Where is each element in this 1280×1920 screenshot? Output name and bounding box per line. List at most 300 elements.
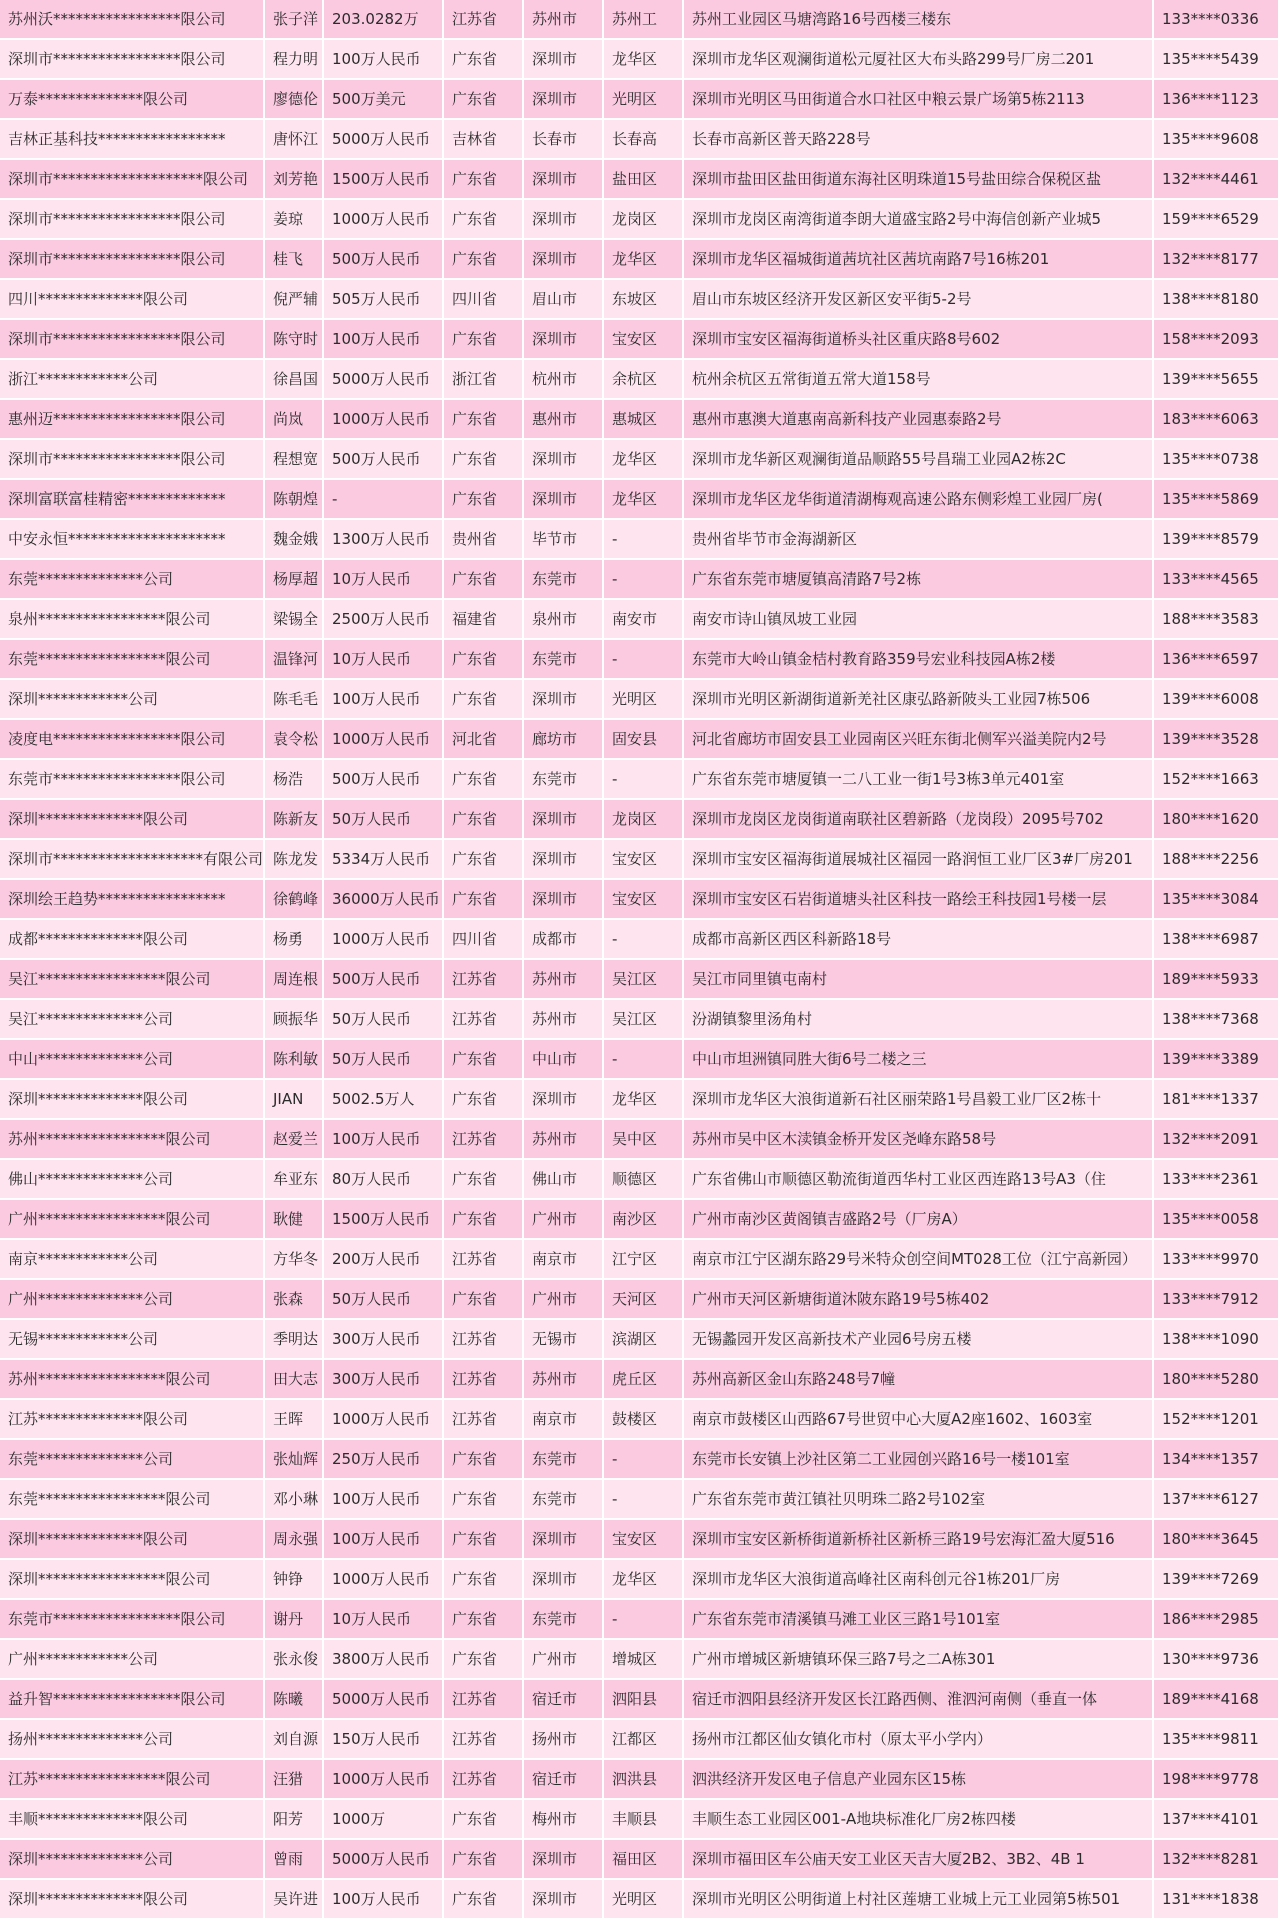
province-cell: 四川省	[444, 920, 524, 960]
city-cell: 佛山市	[524, 1160, 604, 1200]
city-cell: 深圳市	[524, 800, 604, 840]
contact-name-cell: 杨厚超	[265, 560, 324, 600]
province-cell: 广东省	[444, 640, 524, 680]
province-cell: 河北省	[444, 720, 524, 760]
city-cell: 东莞市	[524, 1480, 604, 1520]
phone-cell: 133****4565	[1154, 560, 1280, 600]
phone-cell: 183****6063	[1154, 400, 1280, 440]
company-name-cell: 广州*****************限公司	[0, 1200, 265, 1240]
district-cell: 东坡区	[604, 280, 684, 320]
registered-capital-cell: 500万美元	[324, 80, 444, 120]
address-cell: 深圳市龙岗区龙岗街道南联社区碧新路（龙岗段）2095号702	[684, 800, 1154, 840]
contact-name-cell: 程想宽	[265, 440, 324, 480]
company-name-cell: 广州************公司	[0, 1640, 265, 1680]
district-cell: 盐田区	[604, 160, 684, 200]
district-cell: 宝安区	[604, 840, 684, 880]
phone-cell: 135****0058	[1154, 1200, 1280, 1240]
table-row	[0, 240, 1280, 280]
contact-name-cell: 阳芳	[265, 1800, 324, 1840]
address-cell: 广东省东莞市塘厦镇高清路7号2栋	[684, 560, 1154, 600]
province-cell: 广东省	[444, 680, 524, 720]
registered-capital-cell: 100万人民币	[324, 1520, 444, 1560]
registered-capital-cell: 100万人民币	[324, 40, 444, 80]
province-cell: 广东省	[444, 560, 524, 600]
city-cell: 深圳市	[524, 160, 604, 200]
city-cell: 宿迁市	[524, 1680, 604, 1720]
registered-capital-cell: 300万人民币	[324, 1360, 444, 1400]
contact-name-cell: 吴许进	[265, 1880, 324, 1920]
table-row	[0, 40, 1280, 80]
district-cell: 龙华区	[604, 480, 684, 520]
phone-cell: 198****9778	[1154, 1760, 1280, 1800]
city-cell: 惠州市	[524, 400, 604, 440]
registered-capital-cell: 5000万人民币	[324, 360, 444, 400]
contact-name-cell: 陈龙发	[265, 840, 324, 880]
city-cell: 广州市	[524, 1280, 604, 1320]
table-row	[0, 1600, 1280, 1640]
district-cell: 龙华区	[604, 240, 684, 280]
table-row	[0, 0, 1280, 40]
district-cell: 龙华区	[604, 1080, 684, 1120]
phone-cell: 138****1090	[1154, 1320, 1280, 1360]
contact-name-cell: 周连根	[265, 960, 324, 1000]
address-cell: 南京市鼓楼区山西路67号世贸中心大厦A2座1602、1603室	[684, 1400, 1154, 1440]
city-cell: 深圳市	[524, 840, 604, 880]
district-cell: 光明区	[604, 680, 684, 720]
province-cell: 江苏省	[444, 1400, 524, 1440]
table-row	[0, 360, 1280, 400]
province-cell: 广东省	[444, 440, 524, 480]
phone-cell: 139****6008	[1154, 680, 1280, 720]
company-name-cell: 无锡************公司	[0, 1320, 265, 1360]
city-cell: 南京市	[524, 1400, 604, 1440]
address-cell: 无锡蠡园开发区高新技术产业园6号房五楼	[684, 1320, 1154, 1360]
phone-cell: 134****1357	[1154, 1440, 1280, 1480]
registered-capital-cell: 50万人民币	[324, 1000, 444, 1040]
registered-capital-cell: 150万人民币	[324, 1720, 444, 1760]
phone-cell: 132****8281	[1154, 1840, 1280, 1880]
registered-capital-cell: 5000万人民币	[324, 120, 444, 160]
contact-name-cell: 温锋河	[265, 640, 324, 680]
city-cell: 扬州市	[524, 1720, 604, 1760]
address-cell: 深圳市宝安区福海街道桥头社区重庆路8号602	[684, 320, 1154, 360]
registered-capital-cell: 1300万人民币	[324, 520, 444, 560]
province-cell: 广东省	[444, 1080, 524, 1120]
address-cell: 深圳市光明区新湖街道新羌社区康弘路新陂头工业园7栋506	[684, 680, 1154, 720]
company-name-cell: 东莞**************公司	[0, 1440, 265, 1480]
company-name-cell: 万泰**************限公司	[0, 80, 265, 120]
district-cell: 余杭区	[604, 360, 684, 400]
phone-cell: 135****5869	[1154, 480, 1280, 520]
company-name-cell: 中安永恒*********************	[0, 520, 265, 560]
province-cell: 江苏省	[444, 0, 524, 40]
address-cell: 广东省东莞市清溪镇马滩工业区三路1号101室	[684, 1600, 1154, 1640]
district-cell: 泗阳县	[604, 1680, 684, 1720]
address-cell: 贵州省毕节市金海湖新区	[684, 520, 1154, 560]
city-cell: 东莞市	[524, 760, 604, 800]
address-cell: 深圳市龙华区大浪街道新石社区丽荣路1号昌毅工业厂区2栋十	[684, 1080, 1154, 1120]
city-cell: 长春市	[524, 120, 604, 160]
city-cell: 深圳市	[524, 1880, 604, 1920]
table-row	[0, 200, 1280, 240]
contact-name-cell: 邓小琳	[265, 1480, 324, 1520]
address-cell: 苏州市吴中区木渎镇金桥开发区尧峰东路58号	[684, 1120, 1154, 1160]
contact-name-cell: 张永俊	[265, 1640, 324, 1680]
address-cell: 中山市坦洲镇同胜大街6号二楼之三	[684, 1040, 1154, 1080]
table-row	[0, 1560, 1280, 1600]
table-row	[0, 960, 1280, 1000]
district-cell: -	[604, 640, 684, 680]
district-cell: 宝安区	[604, 320, 684, 360]
table-row	[0, 440, 1280, 480]
company-name-cell: 深圳*****************限公司	[0, 1560, 265, 1600]
contact-name-cell: 张子洋	[265, 0, 324, 40]
address-cell: 苏州高新区金山东路248号7幢	[684, 1360, 1154, 1400]
city-cell: 广州市	[524, 1640, 604, 1680]
company-name-cell: 吴江**************公司	[0, 1000, 265, 1040]
province-cell: 吉林省	[444, 120, 524, 160]
address-cell: 广州市增城区新塘镇环保三路7号之二A栋301	[684, 1640, 1154, 1680]
company-name-cell: 东莞**************公司	[0, 560, 265, 600]
registered-capital-cell: 1000万人民币	[324, 1400, 444, 1440]
city-cell: 深圳市	[524, 40, 604, 80]
registered-capital-cell: 250万人民币	[324, 1440, 444, 1480]
phone-cell: 159****6529	[1154, 200, 1280, 240]
address-cell: 眉山市东坡区经济开发区新区安平街5-2号	[684, 280, 1154, 320]
district-cell: 长春高	[604, 120, 684, 160]
table-row	[0, 600, 1280, 640]
address-cell: 广东省东莞市黄江镇社贝明珠二路2号102室	[684, 1480, 1154, 1520]
district-cell: 吴江区	[604, 1000, 684, 1040]
registered-capital-cell: 50万人民币	[324, 1280, 444, 1320]
company-name-cell: 东莞市*****************限公司	[0, 1600, 265, 1640]
company-name-cell: 深圳**************限公司	[0, 1080, 265, 1120]
province-cell: 广东省	[444, 240, 524, 280]
company-name-cell: 江苏**************限公司	[0, 1400, 265, 1440]
address-cell: 深圳市光明区公明街道上村社区莲塘工业城上元工业园第5栋501	[684, 1880, 1154, 1920]
address-cell: 广东省东莞市塘厦镇一二八工业一街1号3栋3单元401室	[684, 760, 1154, 800]
city-cell: 深圳市	[524, 1080, 604, 1120]
district-cell: 吴江区	[604, 960, 684, 1000]
phone-cell: 137****6127	[1154, 1480, 1280, 1520]
table-row	[0, 1680, 1280, 1720]
contact-name-cell: 钟铮	[265, 1560, 324, 1600]
company-name-cell: 中山**************公司	[0, 1040, 265, 1080]
table-row	[0, 1280, 1280, 1320]
address-cell: 广州市南沙区黄阁镇吉盛路2号（厂房A）	[684, 1200, 1154, 1240]
address-cell: 扬州市江都区仙女镇化市村（原太平小学内）	[684, 1720, 1154, 1760]
registered-capital-cell: 5002.5万人	[324, 1080, 444, 1120]
table-row	[0, 840, 1280, 880]
table-row	[0, 1160, 1280, 1200]
company-name-cell: 深圳**************公司	[0, 1840, 265, 1880]
city-cell: 南京市	[524, 1240, 604, 1280]
table-row	[0, 760, 1280, 800]
district-cell: 吴中区	[604, 1120, 684, 1160]
city-cell: 泉州市	[524, 600, 604, 640]
address-cell: 深圳市盐田区盐田街道东海社区明珠道15号盐田综合保税区盐	[684, 160, 1154, 200]
registered-capital-cell: 100万人民币	[324, 680, 444, 720]
registered-capital-cell: 5000万人民币	[324, 1840, 444, 1880]
registered-capital-cell: 5000万人民币	[324, 1680, 444, 1720]
contact-name-cell: 汪猎	[265, 1760, 324, 1800]
district-cell: -	[604, 1040, 684, 1080]
district-cell: -	[604, 760, 684, 800]
table-row	[0, 400, 1280, 440]
city-cell: 深圳市	[524, 1560, 604, 1600]
company-name-cell: 东莞*****************限公司	[0, 1480, 265, 1520]
table-row	[0, 1080, 1280, 1120]
company-name-cell: 深圳市*****************限公司	[0, 320, 265, 360]
city-cell: 苏州市	[524, 0, 604, 40]
district-cell: 光明区	[604, 1880, 684, 1920]
province-cell: 江苏省	[444, 1320, 524, 1360]
city-cell: 中山市	[524, 1040, 604, 1080]
city-cell: 深圳市	[524, 680, 604, 720]
phone-cell: 189****5933	[1154, 960, 1280, 1000]
contact-name-cell: 陈利敏	[265, 1040, 324, 1080]
district-cell: 鼓楼区	[604, 1400, 684, 1440]
district-cell: 泗洪县	[604, 1760, 684, 1800]
city-cell: 广州市	[524, 1200, 604, 1240]
address-cell: 南安市诗山镇凤坡工业园	[684, 600, 1154, 640]
city-cell: 深圳市	[524, 320, 604, 360]
city-cell: 深圳市	[524, 440, 604, 480]
province-cell: 广东省	[444, 160, 524, 200]
district-cell: -	[604, 520, 684, 560]
province-cell: 广东省	[444, 1840, 524, 1880]
registered-capital-cell: 10万人民币	[324, 560, 444, 600]
registered-capital-cell: 100万人民币	[324, 1120, 444, 1160]
district-cell: 滨湖区	[604, 1320, 684, 1360]
phone-cell: 135****9608	[1154, 120, 1280, 160]
phone-cell: 139****5655	[1154, 360, 1280, 400]
registered-capital-cell: 500万人民币	[324, 760, 444, 800]
province-cell: 广东省	[444, 760, 524, 800]
registered-capital-cell: 100万人民币	[324, 320, 444, 360]
phone-cell: 139****3528	[1154, 720, 1280, 760]
company-name-cell: 深圳**************限公司	[0, 1520, 265, 1560]
district-cell: -	[604, 1440, 684, 1480]
phone-cell: 130****9736	[1154, 1640, 1280, 1680]
contact-name-cell: 刘芳艳	[265, 160, 324, 200]
table-row	[0, 1640, 1280, 1680]
phone-cell: 133****2361	[1154, 1160, 1280, 1200]
address-cell: 宿迁市泗阳县经济开发区长江路西侧、淮泗河南侧（垂直一体	[684, 1680, 1154, 1720]
phone-cell: 152****1663	[1154, 760, 1280, 800]
phone-cell: 186****2985	[1154, 1600, 1280, 1640]
address-cell: 东莞市长安镇上沙社区第二工业园创兴路16号一楼101室	[684, 1440, 1154, 1480]
registered-capital-cell: 1000万人民币	[324, 200, 444, 240]
province-cell: 江苏省	[444, 1240, 524, 1280]
company-name-cell: 凌度电*****************限公司	[0, 720, 265, 760]
table-row	[0, 1480, 1280, 1520]
city-cell: 宿迁市	[524, 1760, 604, 1800]
phone-cell: 132****2091	[1154, 1120, 1280, 1160]
contact-name-cell: 陈毛毛	[265, 680, 324, 720]
contact-name-cell: 廖德伦	[265, 80, 324, 120]
district-cell: 固安县	[604, 720, 684, 760]
province-cell: 广东省	[444, 1560, 524, 1600]
contact-name-cell: 顾振华	[265, 1000, 324, 1040]
company-name-cell: 成都**************限公司	[0, 920, 265, 960]
district-cell: 顺德区	[604, 1160, 684, 1200]
table-row	[0, 520, 1280, 560]
province-cell: 浙江省	[444, 360, 524, 400]
district-cell: -	[604, 1600, 684, 1640]
company-name-cell: 吴江*****************限公司	[0, 960, 265, 1000]
contact-name-cell: 徐鹤峰	[265, 880, 324, 920]
table-row	[0, 1840, 1280, 1880]
company-name-cell: 深圳市********************有限公司	[0, 840, 265, 880]
company-name-cell: 深圳市*****************限公司	[0, 240, 265, 280]
province-cell: 江苏省	[444, 1680, 524, 1720]
table-row	[0, 1880, 1280, 1920]
registered-capital-cell: 2500万人民币	[324, 600, 444, 640]
province-cell: 广东省	[444, 480, 524, 520]
table-row	[0, 1000, 1280, 1040]
province-cell: 江苏省	[444, 960, 524, 1000]
registered-capital-cell: -	[324, 480, 444, 520]
province-cell: 广东省	[444, 40, 524, 80]
company-name-cell: 惠州迈*****************限公司	[0, 400, 265, 440]
address-cell: 深圳市宝安区石岩街道塘头社区科技一路绘王科技园1号楼一层	[684, 880, 1154, 920]
phone-cell: 133****0336	[1154, 0, 1280, 40]
phone-cell: 132****4461	[1154, 160, 1280, 200]
company-name-cell: 益升智*****************限公司	[0, 1680, 265, 1720]
contact-name-cell: 周永强	[265, 1520, 324, 1560]
table-row	[0, 1760, 1280, 1800]
table-row	[0, 1520, 1280, 1560]
contact-name-cell: 谢丹	[265, 1600, 324, 1640]
phone-cell: 188****3583	[1154, 600, 1280, 640]
address-cell: 成都市高新区西区科新路18号	[684, 920, 1154, 960]
city-cell: 眉山市	[524, 280, 604, 320]
city-cell: 杭州市	[524, 360, 604, 400]
address-cell: 惠州市惠澳大道惠南高新科技产业园惠泰路2号	[684, 400, 1154, 440]
address-cell: 汾湖镇黎里汤角村	[684, 1000, 1154, 1040]
city-cell: 无锡市	[524, 1320, 604, 1360]
table-row	[0, 640, 1280, 680]
contact-name-cell: 杨浩	[265, 760, 324, 800]
phone-cell: 158****2093	[1154, 320, 1280, 360]
province-cell: 广东省	[444, 200, 524, 240]
phone-cell: 131****1838	[1154, 1880, 1280, 1920]
phone-cell: 152****1201	[1154, 1400, 1280, 1440]
phone-cell: 138****8180	[1154, 280, 1280, 320]
city-cell: 苏州市	[524, 1360, 604, 1400]
address-cell: 深圳市福田区车公庙天安工业区天吉大厦2B2、3B2、4B 1	[684, 1840, 1154, 1880]
district-cell: 南沙区	[604, 1200, 684, 1240]
registered-capital-cell: 10万人民币	[324, 1600, 444, 1640]
city-cell: 深圳市	[524, 1520, 604, 1560]
address-cell: 东莞市大岭山镇金桔村教育路359号宏业科技园A栋2楼	[684, 640, 1154, 680]
address-cell: 广州市天河区新塘街道沐陂东路19号5栋402	[684, 1280, 1154, 1320]
table-row	[0, 1800, 1280, 1840]
city-cell: 深圳市	[524, 1840, 604, 1880]
contact-name-cell: 姜琼	[265, 200, 324, 240]
address-cell: 深圳市宝安区福海街道展城社区福园一路润恒工业厂区3#厂房201	[684, 840, 1154, 880]
registered-capital-cell: 1000万人民币	[324, 1760, 444, 1800]
contact-name-cell: 杨勇	[265, 920, 324, 960]
district-cell: -	[604, 920, 684, 960]
contact-name-cell: 梁锡全	[265, 600, 324, 640]
registered-capital-cell: 100万人民币	[324, 1880, 444, 1920]
registered-capital-cell: 1000万人民币	[324, 720, 444, 760]
province-cell: 福建省	[444, 600, 524, 640]
table-row	[0, 1400, 1280, 1440]
district-cell: 龙华区	[604, 1560, 684, 1600]
company-name-cell: 江苏*****************限公司	[0, 1760, 265, 1800]
district-cell: 福田区	[604, 1840, 684, 1880]
registered-capital-cell: 1000万人民币	[324, 400, 444, 440]
city-cell: 成都市	[524, 920, 604, 960]
contact-name-cell: 曾雨	[265, 1840, 324, 1880]
company-name-cell: 东莞市*****************限公司	[0, 760, 265, 800]
district-cell: 光明区	[604, 80, 684, 120]
company-name-cell: 苏州*****************限公司	[0, 1360, 265, 1400]
phone-cell: 135****5439	[1154, 40, 1280, 80]
contact-name-cell: 徐昌国	[265, 360, 324, 400]
city-cell: 深圳市	[524, 240, 604, 280]
registered-capital-cell: 1500万人民币	[324, 160, 444, 200]
address-cell: 长春市高新区普天路228号	[684, 120, 1154, 160]
district-cell: -	[604, 1480, 684, 1520]
company-name-cell: 深圳**************限公司	[0, 1880, 265, 1920]
company-name-cell: 深圳市********************限公司	[0, 160, 265, 200]
phone-cell: 139****3389	[1154, 1040, 1280, 1080]
phone-cell: 133****7912	[1154, 1280, 1280, 1320]
address-cell: 深圳市龙华区大浪街道高峰社区南科创元谷1栋201厂房	[684, 1560, 1154, 1600]
registered-capital-cell: 1000万人民币	[324, 920, 444, 960]
contact-name-cell: 袁令松	[265, 720, 324, 760]
company-name-cell: 泉州*****************限公司	[0, 600, 265, 640]
contact-name-cell: 耿健	[265, 1200, 324, 1240]
phone-cell: 188****2256	[1154, 840, 1280, 880]
company-name-cell: 深圳富联富桂精密*************	[0, 480, 265, 520]
address-cell: 广东省佛山市顺德区勒流街道西华村工业区西连路13号A3（住	[684, 1160, 1154, 1200]
province-cell: 江苏省	[444, 1120, 524, 1160]
phone-cell: 139****8579	[1154, 520, 1280, 560]
province-cell: 江苏省	[444, 1000, 524, 1040]
company-name-cell: 丰顺**************限公司	[0, 1800, 265, 1840]
address-cell: 南京市江宁区湖东路29号米特众创空间MT028工位（江宁高新园）	[684, 1240, 1154, 1280]
province-cell: 广东省	[444, 1640, 524, 1680]
table-row	[0, 720, 1280, 760]
province-cell: 四川省	[444, 280, 524, 320]
registered-capital-cell: 300万人民币	[324, 1320, 444, 1360]
contact-name-cell: 牟亚东	[265, 1160, 324, 1200]
registered-capital-cell: 5334万人民币	[324, 840, 444, 880]
city-cell: 苏州市	[524, 960, 604, 1000]
table-row	[0, 1720, 1280, 1760]
company-name-cell: 深圳市*****************限公司	[0, 200, 265, 240]
address-cell: 深圳市龙岗区南湾街道李朗大道盛宝路2号中海信创新产业城5	[684, 200, 1154, 240]
table-row	[0, 480, 1280, 520]
province-cell: 广东省	[444, 840, 524, 880]
district-cell: 宝安区	[604, 1520, 684, 1560]
contact-name-cell: 陈新友	[265, 800, 324, 840]
province-cell: 江苏省	[444, 1360, 524, 1400]
registered-capital-cell: 1000万	[324, 1800, 444, 1840]
table-row	[0, 680, 1280, 720]
phone-cell: 180****3645	[1154, 1520, 1280, 1560]
district-cell: -	[604, 560, 684, 600]
registered-capital-cell: 10万人民币	[324, 640, 444, 680]
phone-cell: 135****9811	[1154, 1720, 1280, 1760]
company-name-cell: 南京************公司	[0, 1240, 265, 1280]
registered-capital-cell: 50万人民币	[324, 800, 444, 840]
